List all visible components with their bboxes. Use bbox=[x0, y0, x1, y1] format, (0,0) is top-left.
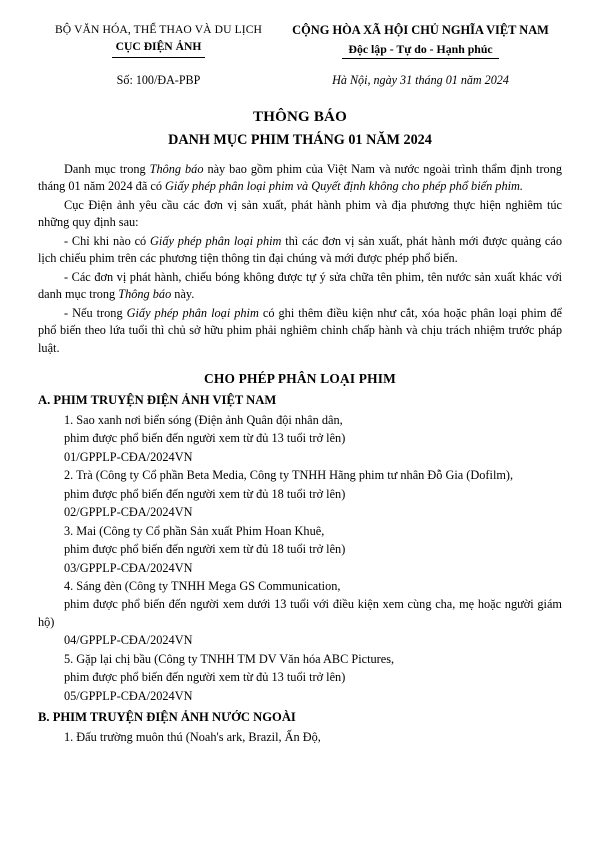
category-a-title: A. PHIM TRUYỆN ĐIỆN ẢNH VIỆT NAM bbox=[38, 393, 277, 407]
document-number: Số: 100/ĐA-PBP bbox=[116, 73, 201, 88]
p3-part1: - Chỉ khi nào có bbox=[64, 233, 151, 248]
film-line: 5. Gặp lại chị bầu (Công ty TNHH TM DV Văn hóa ABC Pictures, bbox=[64, 651, 395, 666]
film-line: 1. Sao xanh nơi biển sóng (Điện ảnh Quân đội nhân dân, bbox=[64, 412, 343, 427]
film-line: phim được phổ biến đến người xem dưới 13 tuổi với điều kiện xem cùng cha, mẹ hoặc người giám hộ) bbox=[38, 597, 562, 629]
film-line: phim được phổ biến đến người xem từ đủ 13 tuổi trở lên) bbox=[64, 431, 346, 446]
document-body bbox=[38, 161, 562, 746]
p3-italic: Giấy phép phân loại phim bbox=[150, 233, 282, 248]
film-line: 2. Trà (Công ty Cổ phần Beta Media, Công ty TNHH Hãng phim tư nhân Đỗ Gia (Dofilm), bbox=[64, 468, 514, 483]
film-line: 1. Đấu trường muôn thú (Noah's ark, Brazil, Ấn Độ, bbox=[64, 730, 321, 744]
page-title: THÔNG BÁO bbox=[253, 108, 347, 125]
list-item bbox=[38, 651, 562, 705]
document-title-block bbox=[38, 107, 562, 150]
p4-part1: - Các đơn vị phát hành, chiếu bóng không được tự ý sửa chữa tên phim, tên nước sản xuất khác với danh mục trong bbox=[38, 269, 562, 302]
p4-italic: Thông báo bbox=[118, 287, 172, 302]
paragraph-requirement: Cục Điện ảnh yêu cầu các đơn vị sản xuất, phát hành phim và địa phương thực hiện nghiêm túc những quy định sau: bbox=[38, 197, 562, 230]
film-line: phim được phổ biến đến người xem từ đủ 13 tuổi trở lên) bbox=[64, 670, 346, 685]
paragraph-rule-1 bbox=[38, 233, 562, 268]
paragraph-rule-3 bbox=[38, 305, 562, 357]
list-item bbox=[38, 578, 562, 650]
ministry-name: BỘ VĂN HÓA, THỂ THAO VÀ DU LỊCH bbox=[54, 23, 263, 36]
p1-part1: Danh mục trong bbox=[64, 161, 150, 176]
document-subheader bbox=[38, 72, 562, 89]
p5-part2: có ghi thêm điều kiện như cắt, xóa hoặc phân loại phim để phổ biến theo lứa tuổi thì chủ sở hữu phim phải nghiêm chỉnh chấp hành và chịu trách nhiệm trước pháp luật. bbox=[38, 305, 563, 355]
list-item bbox=[38, 467, 562, 521]
film-license-code: 04/GPPLP-CĐA/2024VN bbox=[64, 633, 193, 648]
film-line: 4. Sáng đèn (Công ty TNHH Mega GS Communication, bbox=[64, 578, 341, 593]
film-list-vietnam bbox=[38, 412, 562, 705]
film-line: phim được phổ biến đến người xem từ đủ 18 tuổi trở lên) bbox=[64, 542, 346, 557]
film-line: 3. Mai (Công ty Cổ phần Sản xuất Phim Hoan Khuê, bbox=[64, 523, 325, 538]
document-header bbox=[38, 22, 562, 59]
film-license-code: 03/GPPLP-CĐA/2024VN bbox=[64, 560, 193, 575]
film-line: phim được phổ biến đến người xem từ đủ 18 tuổi trở lên) bbox=[64, 486, 346, 501]
p5-italic: Giấy phép phân loại phim bbox=[126, 305, 259, 320]
list-item bbox=[38, 729, 562, 746]
film-list-foreign bbox=[38, 729, 562, 746]
header-national-block bbox=[279, 22, 562, 59]
film-license-code: 02/GPPLP-CĐA/2024VN bbox=[64, 505, 193, 520]
paragraph-rule-2 bbox=[38, 269, 562, 304]
film-license-code: 05/GPPLP-CĐA/2024VN bbox=[64, 688, 193, 703]
page-subtitle: DANH MỤC PHIM THÁNG 01 NĂM 2024 bbox=[168, 131, 432, 148]
department-name: CỤC ĐIỆN ẢNH bbox=[112, 39, 206, 57]
p4-part2: này. bbox=[171, 287, 195, 302]
p1-italic1: Thông báo bbox=[149, 161, 204, 176]
paragraph-scope bbox=[38, 161, 562, 196]
section-permit-title: CHO PHÉP PHÂN LOẠI PHIM bbox=[203, 370, 397, 386]
p1-part2: này bao gồm phim của Việt Nam và nước ngoài trình thẩm định trong tháng 01 năm 2024 đã có bbox=[38, 161, 563, 194]
national-motto: Độc lập - Tự do - Hạnh phúc bbox=[342, 41, 498, 60]
p1-italic2: Giấy phép phân loại phim và Quyết định không cho phép phổ biến phim. bbox=[165, 179, 523, 194]
list-item bbox=[38, 412, 562, 466]
header-ministry-block bbox=[38, 22, 279, 58]
list-item bbox=[38, 523, 562, 577]
film-license-code: 01/GPPLP-CĐA/2024VN bbox=[64, 449, 193, 464]
p3-part2: thì các đơn vị sản xuất, phát hành mới được quảng cáo lịch chiếu phim trên các phương tiện thông tin đại chúng và mới được phép phổ biến. bbox=[38, 233, 562, 266]
p5-part1: - Nếu trong bbox=[64, 305, 127, 320]
national-title: CỘNG HÒA XÃ HỘI CHỦ NGHĨA VIỆT NAM bbox=[292, 23, 549, 37]
date-place: Hà Nội, ngày 31 tháng 01 năm 2024 bbox=[332, 73, 509, 88]
category-b-title: B. PHIM TRUYỆN ĐIỆN ẢNH NƯỚC NGOÀI bbox=[38, 710, 296, 725]
